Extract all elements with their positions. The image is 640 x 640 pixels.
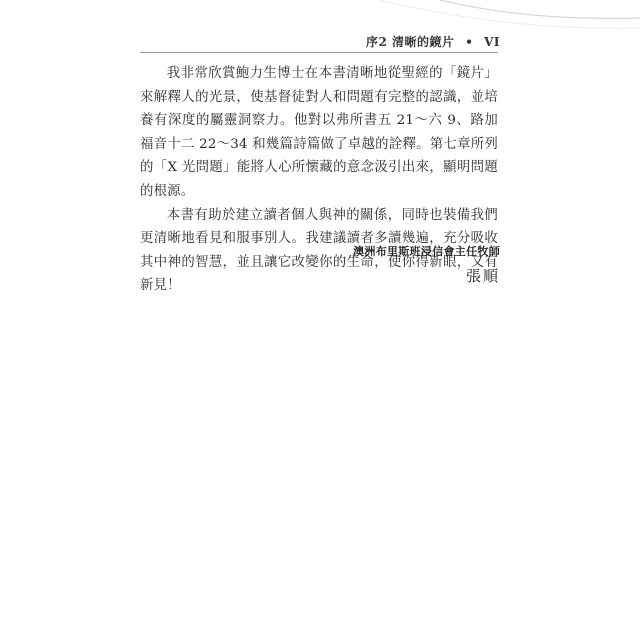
- header-rule: [140, 52, 498, 53]
- signature-block: [353, 243, 500, 286]
- header-section: 序2: [365, 35, 388, 49]
- header-separator: •: [465, 35, 474, 49]
- paragraph-1: 我非常欣賞鮑力生博士在本書清晰地從聖經的「鏡片」來解釋人的光景，使基督徒對人和問題有完整的認識，並培養有深度的屬靈洞察力。他對以弗所書五 21～六 9、路加福音十二 22～34 和幾篇詩篇做了卓越的詮釋。第七章所列的「X 光問題」能將人心所懷藏的意念汲引出來，顯明問題的根源。: [140, 66, 498, 199]
- signature-role: 澳洲布里斯班浸信會主任牧師: [353, 245, 500, 258]
- page-number: VI: [484, 35, 500, 49]
- paragraph-2: 本書有助於建立讀者個人與神的關係，同時也裝備我們更清晰地看見和服事別人。我建議讀者多讀幾遍，充分吸收其中神的智慧，並且讓它改變你的生命，使你得新眼，又有新見！: [140, 207, 498, 294]
- running-header: [366, 33, 500, 50]
- header-title: 清晰的鏡片: [392, 35, 455, 49]
- decorative-swoosh: [0, 0, 640, 60]
- signature-name: 張順: [465, 267, 500, 285]
